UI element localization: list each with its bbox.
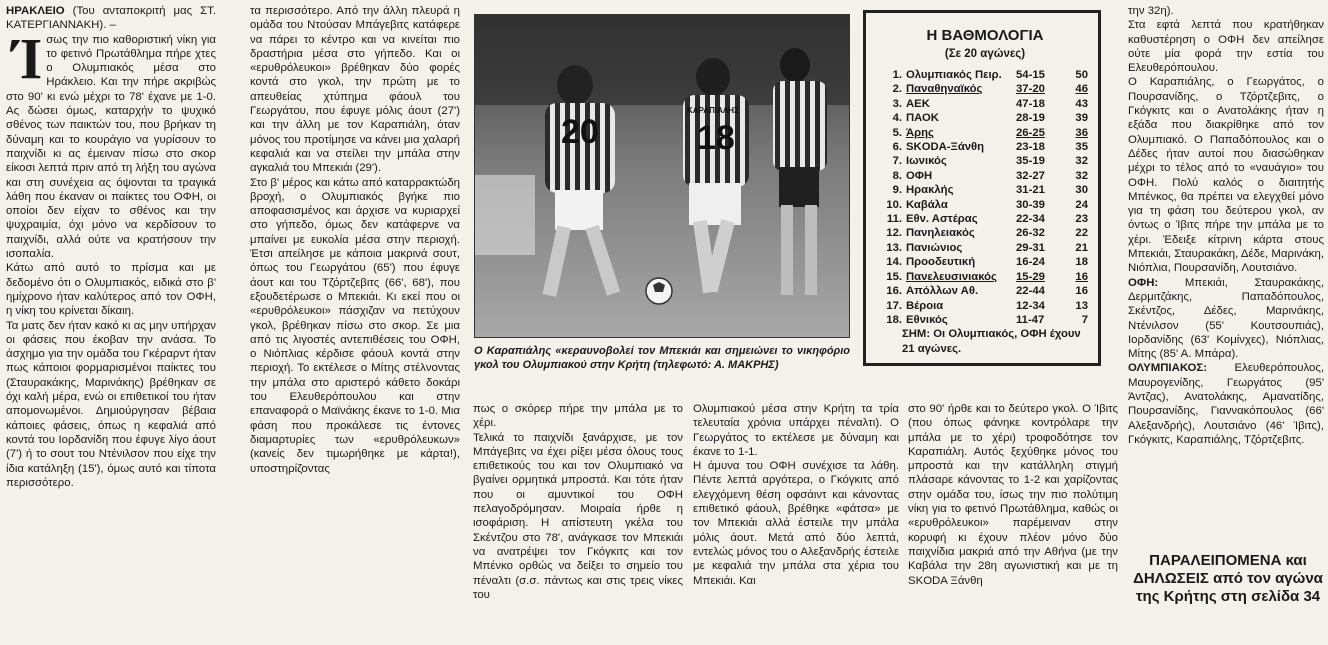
lineup-oly-players: Ελευθερόπουλος, Μαυρογενίδης, Γεωργάτος (95' Άντζας), Ανατολάκης, Αμανατίδης, Πουρσανίδης, Γιαννακόπουλος (66' Αλεξανδρής), Λουτσιάνο (46' Ίβιτς), Γκόγκιτς, Καραπιάλης, Τζόρτζεβιτς.: [1128, 362, 1324, 446]
standings-team: Ιωνικός: [906, 155, 947, 168]
paragraph: Κάτω από αυτό το πρίσμα και με δεδομένο ότι ο Ολυμπιακός, ειδικά στο β' ημίχρονο ήταν καλύτερος από τον ΟΦΗ, η νίκη του κρίνεται δίκαιη.: [6, 262, 216, 318]
paragraph: Τα ματς δεν ήταν κακό κι ας μην υπήρχαν οι φάσεις που έκοβαν την ανάσα. Το άσχημο για την ομάδα του Γκέραρντ ήταν πως κάποιοι φορμαρισμένοι παίκτες του (Σταυρακάκης, Μαρινάκης) βρέθηκαν σε όχι καλή μέρα, ενώ οι επιθετικοί του ήταν απομονωμένοι. Δημιούργησαν βέβαια κάποιες φάσεις, όπως η κεφαλιά από κοντά του Ιορδανίδη που έφυγε λίγο άουτ (7') ή το σουτ του Ντένιλσον που είχε την ίδια κατάληξη (15'), όμως αυτό και τίποτα περισσότερο.: [6, 319, 216, 489]
standings-goals: 29-31: [1016, 241, 1045, 254]
standings-row: [882, 82, 1088, 96]
standings-points: 36: [1075, 126, 1088, 139]
standings-position: 11.: [886, 213, 902, 226]
standings-row: [882, 111, 1088, 125]
standings-row: [882, 313, 1088, 327]
standings-team: Πανελευσινιακός: [906, 270, 997, 283]
paragraph: Η άμυνα του ΟΦΗ συνέχισε τα λάθη. Πέντε λεπτά αργότερα, ο Γκόγκιτς από ελεγχόμενη θέση οφσάιντ και κάνοντας επιθετικό φάουλ, βρέθηκε «φάτσα» με τον Μπεκιάι αλλά έστειλε την μπάλα μόλις άουτ. Μετά από δύο λεπτά, εντελώς μόνος του ο Αλεξανδρής έστειλε με κεφαλιά την μπάλα στα χέρια του Μπεκιάι. Και: [693, 460, 899, 587]
paragraph: Ο Καραπιάλης, ο Γεωργάτος, ο Πουρσανίδης, ο Τζόρτζεβιτς, ο Γκόγκιτς και ο Ανατολάκης ήταν η εξάδα που διακρίθηκε από τον Ολυμπιακό. Ο Παπαδόπουλος και ο Δέδες ήταν αυτοί που διασώθηκαν μέχρι το τέλος από το «ναυάγιο» του ΟΦΗ. Πολύ καλός ο διαιτητής Μπένκος, θα πρέπει να ελεγχθεί μόνο για τη φάση του δεύτερου γκολ, αν όντως ο Ίβιτς πήρε την μπάλα με το χέρι. Έδειξε κίτρινη κάρτα στους Μπεκιάι, Σταυρακάκη, Δέδε, Μαρινάκη, Νιόπλια, Πουρσανίδη, Λουτσιάνο.: [1128, 76, 1324, 275]
paragraph: Ολυμπιακού μέσα στην Κρήτη τα τρία τελευταία χρόνια υπάρχει πέναλτι). Ο Γεωργάτος το εκτέλεσε με δύναμη και έκανε το 1-1.: [693, 403, 899, 458]
standings-row: [882, 68, 1088, 82]
standings-goals: 22-44: [1016, 285, 1045, 298]
standings-points: 13: [1075, 299, 1088, 312]
standings-goals: 26-32: [1016, 227, 1045, 240]
standings-points: 32: [1075, 169, 1088, 182]
standings-row: [882, 270, 1088, 284]
standings-team: ΟΦΗ: [906, 169, 933, 182]
standings-points: 24: [1075, 198, 1088, 211]
standings-goals: 54-15: [1016, 69, 1045, 81]
promo-box: ΠΑΡΑΛΕΙΠΟΜΕΝΑ και ΔΗΛΩΣΕΙΣ από τον αγώνα της Κρήτης στη σελίδα 34: [1133, 552, 1323, 605]
lineup-ofi-label: ΟΦΗ:: [1128, 276, 1159, 289]
standings-goals: 22-34: [1016, 213, 1045, 226]
article-column-5: [908, 402, 1118, 641]
standings-team: Απόλλων Αθ.: [906, 285, 979, 298]
standings-position: 18.: [886, 313, 902, 326]
article-column-2: [250, 4, 460, 645]
standings-position: 9.: [892, 184, 902, 197]
standings-goals: 37-20: [1016, 83, 1045, 96]
photo-caption: Ο Καραπιάλης «κεραυνοβολεί τον Μπεκιάι και σημειώνει το νικηφόριο γκολ του Ολυμπιακού στην Κρήτη (τηλεφωτό: Α. ΜΑΚΡΗΣ): [474, 345, 850, 371]
standings-row: [882, 154, 1088, 168]
standings-team: ΑΕΚ: [906, 97, 930, 110]
standings-row: [882, 241, 1088, 255]
standings-row: [882, 169, 1088, 183]
standings-goals: 32-27: [1016, 169, 1045, 182]
standings-position: 5.: [892, 126, 902, 139]
standings-goals: 26-25: [1016, 126, 1045, 139]
standings-goals: 31-21: [1016, 184, 1045, 197]
standings-team: Καβάλα: [906, 198, 948, 211]
standings-goals: 15-29: [1016, 270, 1045, 283]
standings-position: 7.: [892, 155, 902, 168]
standings-row: [882, 140, 1088, 154]
standings-position: 12.: [886, 227, 902, 240]
standings-points: 32: [1075, 155, 1088, 168]
byline-author: (Του ανταποκριτή μας ΣΤ. ΚΑΤΕΡΓΙΑΝΝΑΚΗ). –: [6, 5, 216, 32]
drop-cap: Ί: [12, 25, 43, 91]
standings-row: [882, 183, 1088, 197]
jersey-number-left: 20: [561, 113, 599, 151]
standings-goals: 11-47: [1016, 313, 1045, 326]
standings-table: [863, 10, 1101, 366]
photo-illustration: [475, 15, 849, 337]
standings-points: 7: [1081, 313, 1088, 326]
standings-team: Παναθηναϊκός: [906, 83, 983, 96]
standings-position: 1.: [892, 69, 902, 81]
standings-points: 50: [1075, 69, 1088, 81]
standings-team: Άρης: [906, 126, 934, 139]
standings-row: [882, 299, 1088, 313]
standings-goals: 16-24: [1016, 256, 1045, 269]
standings-points: 23: [1075, 213, 1088, 226]
standings-goals: 30-39: [1016, 198, 1045, 211]
standings-points: 43: [1075, 97, 1088, 110]
standings-position: 17.: [886, 299, 902, 312]
standings-points: 35: [1075, 141, 1088, 154]
standings-position: 2.: [892, 83, 902, 96]
standings-row: [882, 126, 1088, 140]
standings-points: 22: [1075, 227, 1088, 240]
byline: [6, 4, 216, 33]
paragraph: την 32η).: [1128, 5, 1174, 17]
standings-team: Προοδευτική: [906, 256, 976, 269]
lineup-oly-label: ΟΛΥΜΠΙΑΚΟΣ:: [1128, 362, 1208, 375]
paragraph: σως την πιο καθοριστική νίκη για το φετινό Πρωτάθλημα πήρε χτες ο Ολυμπιακός μέσα στο Ηράκλειο. Και την πήρε ακριβώς στο 90' κι ενώ μέχρι το 78' έχανε με 1-0. Ας δώσει όμως, καταρχήν το ψυχικό σθένος των παικτών του, που βρήκαν τη δύναμη και το κουράγιο να γυρίσουν το παιχνίδι κι ας έμειναν πίσω στο σκορ είκοσι λεπτά πριν από τη λήξη του αγώνα και στη συνέχεια ας όψονται τα τραγικά λάθη που έκαναν οι παίκτες του ΟΦΗ, οι οποίοι δεν είχαν το σθένος και την ψυχραιμία, όχι μόνο να κερδίσουν το παιχνίδι, αλλά ούτε να κρατήσουν την ισοπαλία.: [6, 33, 216, 261]
jersey-name-right: ΚΑΡΑΠΙΑΛΗΣ: [687, 106, 739, 115]
standings-position: 16.: [886, 285, 902, 298]
paragraph: στο 90' ήρθε και το δεύτερο γκολ. Ο Ίβιτς (που όπως φάνηκε κοντρόλαρε την μπάλα με το χέρι) τροφοδότησε τον Καραπιάλη. Αυτός ξεχύθηκε μόνος του μπροστά και την κατάλληλη στιγμή πλάσαρε κάνοντας το 1-2 και χαρίζοντας στην ομάδα του, ίσως την πιο πολύτιμη νίκη για το φετινό Πρωτάθλημα, καθώς οι «ερυθρόλευκοι» παρέμειναν στην κορυφή κι έχουν πλέον μόνο δύο παιχνίδια μακριά από την Αθήνα (με την Καβάλα την 28η αγωνιστική και με τη SKODA Ξάνθη: [908, 403, 1118, 587]
standings-team: SKODA-Ξάνθη: [906, 141, 985, 154]
article-column-3: [473, 402, 683, 641]
standings-position: 8.: [892, 169, 902, 182]
lineup-ofi-players: Μπεκιάι, Σταυρακάκης, Δερμιτζάκης, Παπαδόπουλος, Σκέντζος, Δέδες, Μαρινάκης, Ντένιλσον (55' Κουτσουπιάς), Ιορδανίδης (63' Κομίνχες), Νιόπλιας, Μίτης (85' Α. Μπάρα).: [1128, 276, 1324, 361]
byline-city: ΗΡΑΚΛΕΙΟ: [6, 5, 65, 17]
standings-points: 46: [1075, 83, 1088, 96]
match-photo: [474, 14, 850, 338]
standings-points: 21: [1075, 241, 1088, 254]
standings-title: Η ΒΑΘΜΟΛΟΓΙΑ: [926, 27, 1044, 44]
standings-goals: 28-19: [1016, 112, 1045, 125]
standings-position: 3.: [892, 97, 902, 110]
article-column-4: [693, 402, 899, 641]
standings-goals: 12-34: [1016, 299, 1045, 312]
standings-row: [882, 226, 1088, 240]
standings-position: 6.: [892, 141, 902, 154]
standings-row: [882, 198, 1088, 212]
paragraph: Στα εφτά λεπτά που κρατήθηκαν καθυστέρηση ο ΟΦΗ δεν απείλησε ούτε μία φορά την εστία του Ελευθερόπουλου.: [1128, 19, 1324, 75]
standings-position: 14.: [886, 256, 902, 269]
paragraph: Τελικά το παιχνίδι ξανάρχισε, με τον Μπάγεβιτς να έχει ρίξει μέσα όλους τους επιθετικούς του και τον Ολυμπιακό να βγαίνει ορμητικά μπροστά. Και τότε ήταν που οι αμυντικοί του ΟΦΗ πελαγοδρόμησαν. Μοιραία ήρθε η ισοφάριση. Η απίστευτη γκέλα του Σκέντζου στο 78', ανάγκασε τον Μπεκιάι να ανατρέψει τον Γκόγκιτς και τον Μπένκο ορθώς να δείξει το σημείο του πέναλτι (σ.σ. πάντως και στις τρεις νίκες του: [473, 431, 683, 601]
lineup-olympiakos: [1128, 361, 1324, 447]
standings-position: 4.: [892, 112, 902, 125]
article-column-6: [1128, 4, 1324, 549]
standings-points: 16: [1075, 285, 1088, 298]
paragraph: Στο β' μέρος και κάτω από καταρρακτώδη βροχή, ο Ολυμπιακός βγήκε πιο αποφασισμένος και άρχισε να κυριαρχεί στο γήπεδο, όμως δεν κατάφερνε να μπαίνει με ευκολία μέσα στην περιοχή. Έτσι απείλησε με κάποια μακρινά σουτ, όπως του Γεωργάτου (65') που έφυγε άουτ και του Τζόρτζεβιτς (66', 68'), που εξουδετέρωσε ο Μπεκιάι. Κι εκεί που οι «ερυθρόλευκοι» πάσχιζαν να πετύχουν γκολ, βρέθηκαν πίσω στο σκορ. Σε μια από τις λιγοστές αντεπιθέσεις του ΟΦΗ, ο Νιόπλιας κέρδισε φάουλ κοντά στην περιοχή. Το εκτέλεσε ο Μίτης στέλνοντας την μπάλα στο αριστερό κάθετο δοκάρι του Ελευθερόπουλου και στην επαναφορά ο Μαϊνάκης έκανε το 1-0. Μια φάση που προκάλεσε τις έντονες διαμαρτυρίες των «ερυθρόλευκων» (κανείς δεν τιμωρήθηκε με κάρτα!), υποστηρίζοντας: [250, 176, 460, 475]
standings-goals: 47-18: [1016, 97, 1045, 110]
standings-row: [882, 97, 1088, 111]
standings-row: [882, 284, 1088, 298]
standings-team: Βέροια: [906, 299, 944, 312]
standings-points: 39: [1075, 112, 1088, 125]
standings-team: Ολυμπιακός Πειρ.: [906, 69, 1002, 81]
standings-goals: 23-18: [1016, 141, 1045, 154]
standings-row: [882, 255, 1088, 269]
standings-position: 15.: [886, 270, 902, 283]
standings-goals: 35-19: [1016, 155, 1045, 168]
lineup-ofi: [1128, 276, 1324, 362]
standings-subtitle: (Σε 20 αγώνες): [944, 48, 1026, 60]
standings-points: 18: [1075, 256, 1088, 269]
standings-note: ΣΗΜ: Οι Ολυμπιακός, ΟΦΗ έχουν 21 αγώνες.: [902, 328, 1081, 355]
standings-team: Ηρακλής: [906, 184, 954, 197]
standings-team: Πανιώνιος: [906, 241, 963, 254]
standings-team: Εθνικός: [906, 313, 948, 326]
jersey-number-right: 18: [697, 119, 735, 157]
article-column-1: [6, 4, 216, 645]
standings-team: ΠΑΟΚ: [906, 112, 939, 125]
standings-position: 10.: [886, 198, 902, 211]
standings-points: 30: [1075, 184, 1088, 197]
standings-row: [882, 212, 1088, 226]
standings-position: 13.: [886, 241, 902, 254]
paragraph: πως ο σκόρερ πήρε την μπάλα με το χέρι.: [473, 403, 683, 430]
standings-team: Πανηλειακός: [906, 227, 975, 240]
standings-team: Εθν. Αστέρας: [906, 213, 978, 226]
paragraph: τα περισσότερο. Από την άλλη πλευρά η ομάδα του Ντούσαν Μπάγεβιτς κατάφερε να πάρει το κέντρο και να κινείται πιο δραστήρια μέσα στο γήπεδο. Και οι «ερυθρόλευκοι» βρέθηκαν δύο φορές κοντά στο γκολ, την πρώτη με το απευθείας χτύπημα φάουλ του Γεωργάτου, που έφυγε μόλις άουτ (27') και την άλλη με τον Καραπιάλη, όταν μόνος του προτίμησε να κάνει μια χαλαρή κεφαλιά και να στείλει την μπάλα στην αγκαλιά του Μπεκιάι (29').: [250, 5, 460, 175]
standings-points: 16: [1075, 270, 1088, 283]
